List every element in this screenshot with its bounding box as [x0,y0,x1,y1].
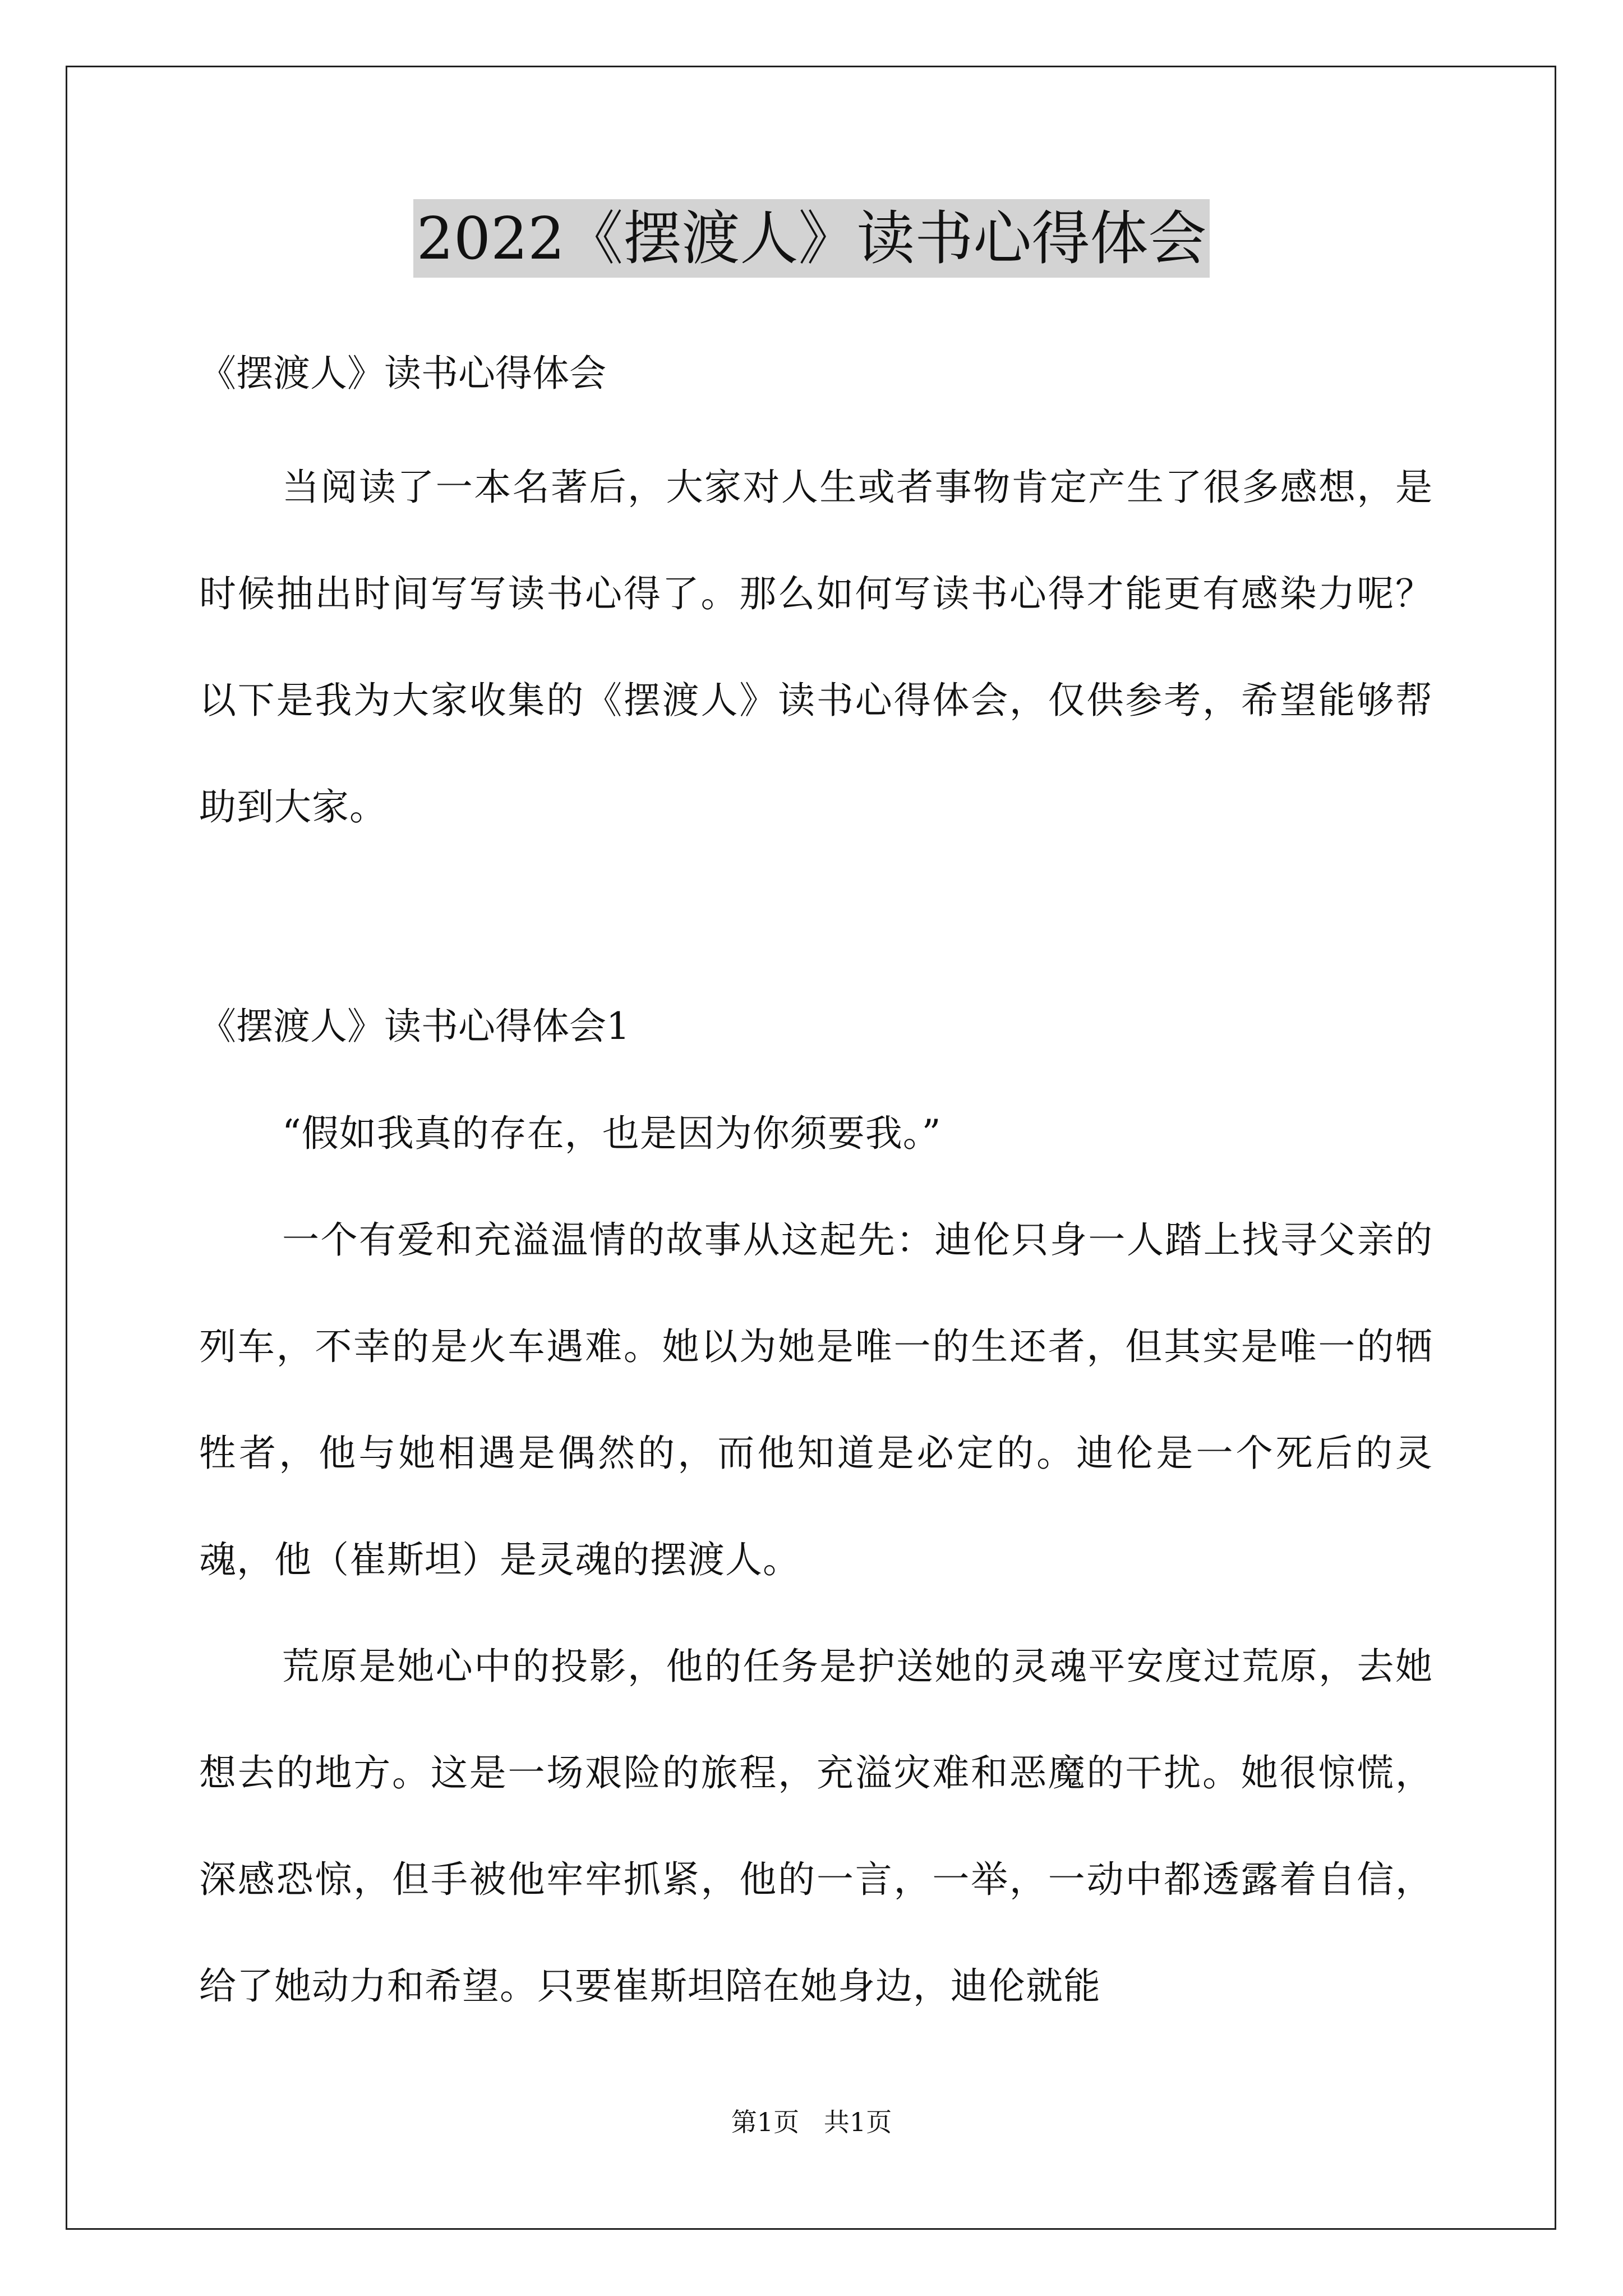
intro-paragraph: 当阅读了一本名著后，大家对人生或者事物肯定产生了很多感想，是时候抽出时间写写读书心得了。那么如何写读书心得才能更有感染力呢？以下是我为大家收集的《摆渡人》读书心得体会，仅供参考，希望能够帮助到大家。 [199,466,1433,829]
page-footer: 第1页 共1页 [731,2107,892,2137]
body-paragraph: 一个有爱和充溢温情的故事从这起先：迪伦只身一人踏上找寻父亲的列车，不幸的是火车遇难。她以为她是唯一的生还者，但其实是唯一的牺牲者，他与她相遇是偶然的，而他知道是必定的。迪伦是一个死后的灵魂，他（崔斯坦）是灵魂的摆渡人。 [199,1218,1433,1581]
document-body [199,325,1433,2040]
document-subtitle: 《摆渡人》读书心得体会 [199,352,606,395]
quote-paragraph: “假如我真的存在，也是因为你须要我。” [282,1112,942,1155]
document-title: 2022《摆渡人》读书心得体会 [413,199,1210,278]
section-heading: 《摆渡人》读书心得体会1 [199,1005,630,1048]
body-paragraph: 荒原是她心中的投影，他的任务是护送她的灵魂平安度过荒原，去她想去的地方。这是一场艰险的旅程，充溢灾难和恶魔的干扰。她很惊慌，深感恐惊，但手被他牢牢抓紧，他的一言，一举，一动中都透露着自信，给了她动力和希望。只要崔斯坦陪在她身边，迪伦就能 [199,1645,1433,2008]
title-container [0,199,1623,278]
